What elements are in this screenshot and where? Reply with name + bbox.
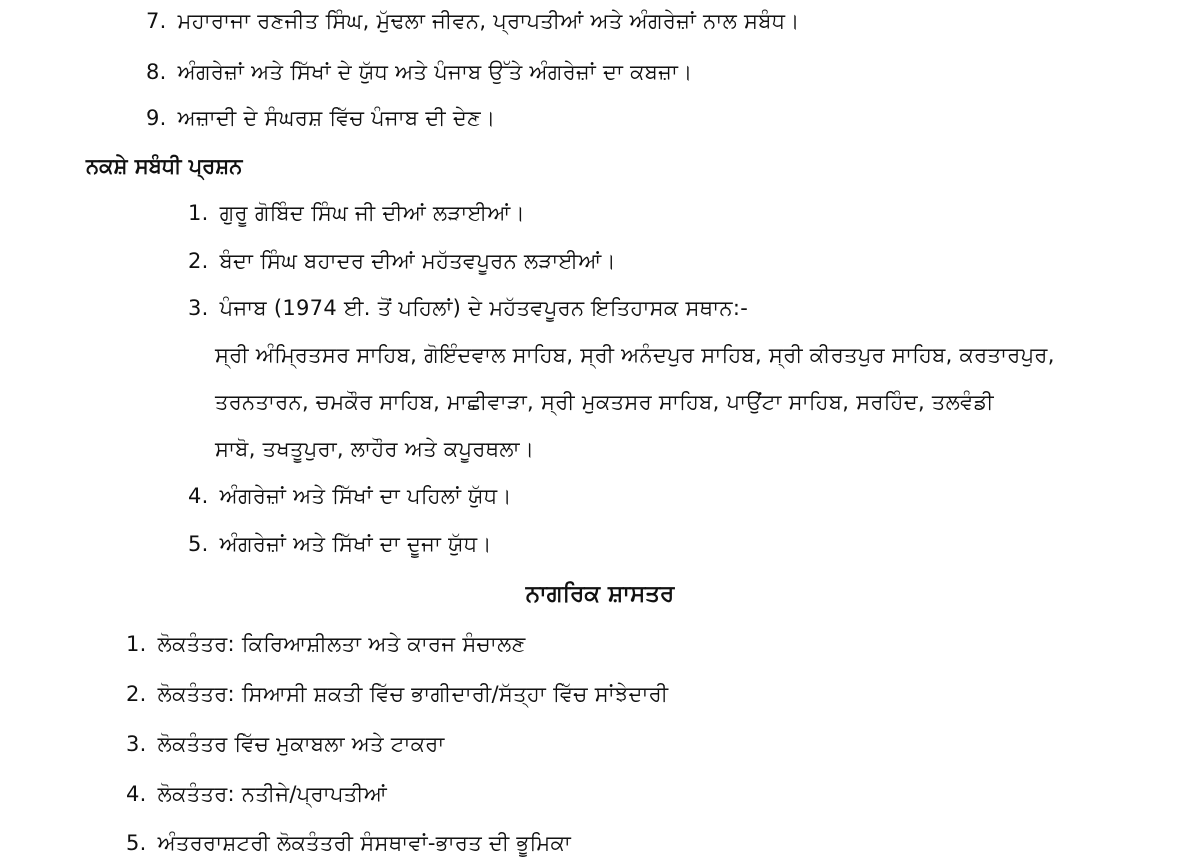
map-item-3 (188, 293, 748, 323)
item-text: ਬੰਦਾ ਸਿੰਘ ਬਹਾਦਰ ਦੀਆਂ ਮਹੱਤਵਪੂਰਨ ਲੜਾਈਆਂ। (219, 249, 616, 273)
history-item-7 (146, 6, 800, 36)
civics-item-2 (126, 679, 668, 709)
item-text: ਲੋਕਤੰਤਰ: ਕਿਰਿਆਸ਼ੀਲਤਾ ਅਤੇ ਕਾਰਜ ਸੰਚਾਲਣ (157, 632, 526, 656)
item-number: 4. (126, 782, 147, 806)
map-item-4 (188, 481, 512, 511)
item-number: 2. (188, 249, 209, 273)
item-number: 2. (126, 682, 147, 706)
map-item-2 (188, 246, 616, 276)
item-text: ਅੰਗਰੇਜ਼ਾਂ ਅਤੇ ਸਿੱਖਾਂ ਦਾ ਪਹਿਲਾਂ ਯੁੱਧ। (219, 484, 512, 508)
item-text: ਪੰਜਾਬ (1974 ਈ. ਤੋਂ ਪਹਿਲਾਂ) ਦੇ ਮਹੱਤਵਪੂਰਨ ਇਤਿਹਾਸਕ ਸਥਾਨ:- (219, 296, 749, 320)
item-number: 5. (126, 831, 147, 855)
places-line-2: ਤਰਨਤਾਰਨ, ਚਮਕੌਰ ਸਾਹਿਬ, ਮਾਛੀਵਾੜਾ, ਸ੍ਰੀ ਮੁਕਤਸਰ ਸਾਹਿਬ, ਪਾਉਂਟਾ ਸਾਹਿਬ, ਸਰਹਿੰਦ, ਤਲਵੰਡੀ (215, 390, 994, 414)
item-number: 5. (188, 532, 209, 556)
item-number: 4. (188, 484, 209, 508)
map-item-5 (188, 529, 492, 559)
item-text: ਅੰਗਰੇਜ਼ਾਂ ਅਤੇ ਸਿੱਖਾਂ ਦਾ ਦੂਜਾ ਯੁੱਧ। (219, 532, 492, 556)
item-text: ਗੁਰੂ ਗੋਬਿੰਦ ਸਿੰਘ ਜੀ ਦੀਆਂ ਲੜਾਈਆਂ। (219, 201, 526, 225)
civics-heading: ਨਾਗਰਿਕ ਸ਼ਾਸਤਰ (525, 581, 675, 607)
item-number: 9. (146, 106, 167, 130)
civics-item-4 (126, 779, 387, 809)
civics-item-1 (126, 629, 526, 659)
item-text: ਅੰਗਰੇਜ਼ਾਂ ਅਤੇ ਸਿੱਖਾਂ ਦੇ ਯੁੱਧ ਅਤੇ ਪੰਜਾਬ ਉੱਤੇ ਅੰਗਰੇਜ਼ਾਂ ਦਾ ਕਬਜ਼ਾ। (177, 60, 693, 84)
item-number: 8. (146, 60, 167, 84)
item-number: 7. (146, 9, 167, 33)
map-item-1 (188, 198, 525, 228)
map-questions-heading: ਨਕਸ਼ੇ ਸਬੰਧੀ ਪ੍ਰਸ਼ਨ (86, 154, 243, 178)
item-number: 3. (126, 732, 147, 756)
item-text: ਲੋਕਤੰਤਰ: ਸਿਆਸੀ ਸ਼ਕਤੀ ਵਿੱਚ ਭਾਗੀਦਾਰੀ/ਸੱਤ੍ਹਾ ਵਿੱਚ ਸਾਂਝੇਦਾਰੀ (157, 682, 669, 706)
item-number: 1. (188, 201, 209, 225)
civics-item-5 (126, 828, 571, 858)
history-item-9 (146, 103, 495, 133)
item-number: 1. (126, 632, 147, 656)
item-text: ਲੋਕਤੰਤਰ ਵਿੱਚ ਮੁਕਾਬਲਾ ਅਤੇ ਟਾਕਰਾ (157, 732, 445, 756)
item-text: ਮਹਾਰਾਜਾ ਰਣਜੀਤ ਸਿੰਘ, ਮੁੱਢਲਾ ਜੀਵਨ, ਪ੍ਰਾਪਤੀਆਂ ਅਤੇ ਅੰਗਰੇਜ਼ਾਂ ਨਾਲ ਸਬੰਧ। (177, 9, 800, 33)
civics-item-3 (126, 729, 445, 759)
history-item-8 (146, 57, 693, 87)
places-line-3: ਸਾਬੋ, ਤਖਤੂਪੁਰਾ, ਲਾਹੌਰ ਅਤੇ ਕਪੂਰਥਲਾ। (215, 437, 535, 461)
places-line-1: ਸ੍ਰੀ ਅੰਮ੍ਰਿਤਸਰ ਸਾਹਿਬ, ਗੋਇੰਦਵਾਲ ਸਾਹਿਬ, ਸ੍ਰੀ ਅਨੰਦਪੁਰ ਸਾਹਿਬ, ਸ੍ਰੀ ਕੀਰਤਪੁਰ ਸਾਹਿਬ, ਕਰਤਾਰਪੁਰ, (215, 343, 1055, 367)
item-text: ਅੰਤਰਰਾਸ਼ਟਰੀ ਲੋਕਤੰਤਰੀ ਸੰਸਥਾਵਾਂ-ਭਾਰਤ ਦੀ ਭੂਮਿਕਾ (157, 831, 572, 855)
item-text: ਲੋਕਤੰਤਰ: ਨਤੀਜੇ/ਪ੍ਰਾਪਤੀਆਂ (157, 782, 388, 806)
item-text: ਅਜ਼ਾਦੀ ਦੇ ਸੰਘਰਸ਼ ਵਿੱਚ ਪੰਜਾਬ ਦੀ ਦੇਣ। (177, 106, 496, 130)
item-number: 3. (188, 296, 209, 320)
